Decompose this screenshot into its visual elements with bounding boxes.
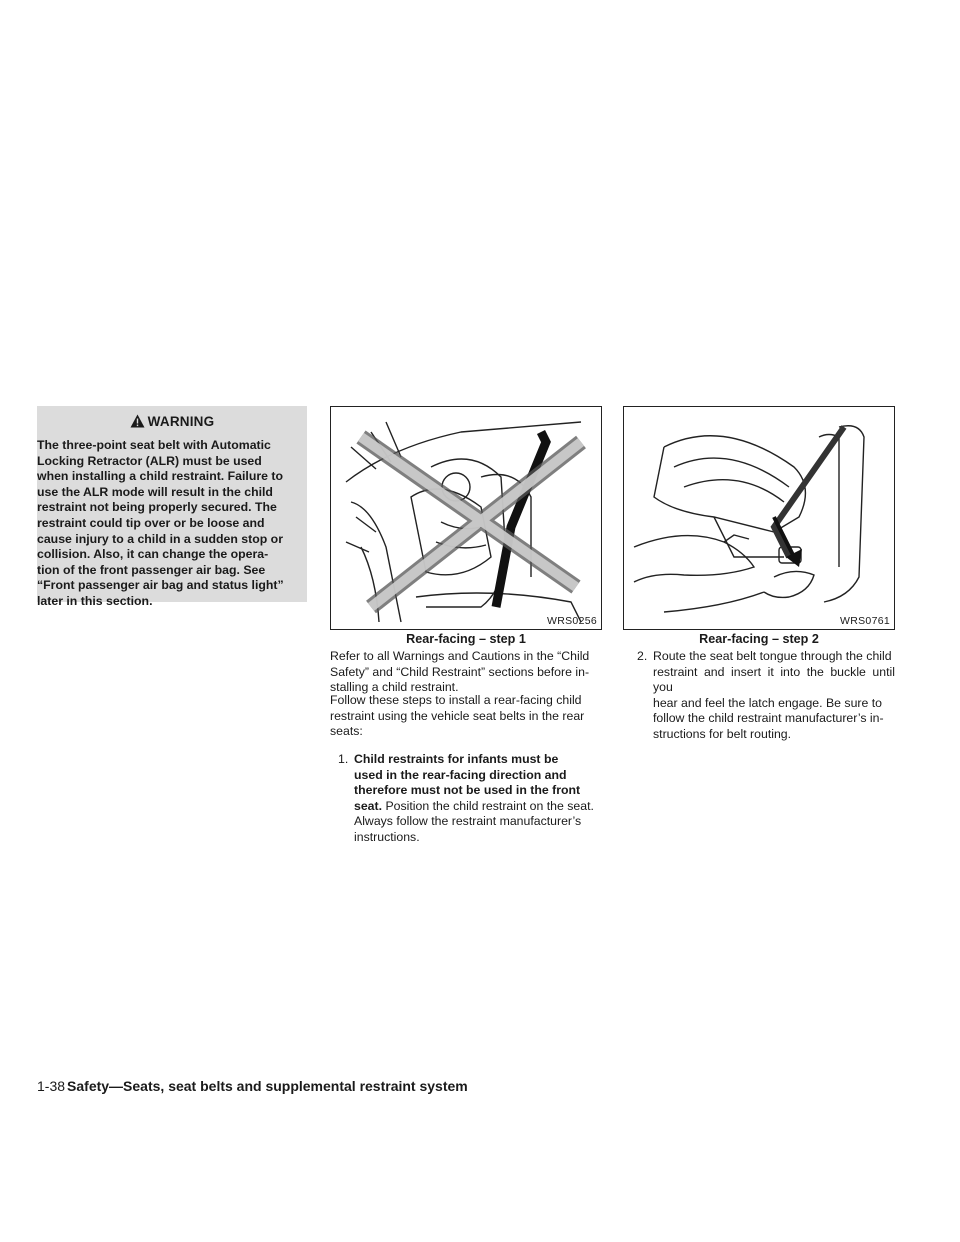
step-1 [330,752,602,844]
figure-caption: Rear-facing – step 1 [406,632,526,646]
illustration-incorrect-front-seat [331,407,601,629]
page-footer [37,1078,468,1094]
figure-code: WRS0761 [840,615,890,627]
step-body [354,752,602,846]
figure-caption: Rear-facing – step 2 [699,632,819,646]
figure-rear-facing-step-1 [330,406,602,630]
figure-code: WRS0256 [547,615,597,627]
step-2 [623,649,895,741]
paragraph-follow: Follow these steps to install a rear-facing child restraint using the vehicle seat belts in the rear seats: [330,693,585,739]
warning-title-text: WARNING [147,414,215,429]
step-text: Position the child restraint on the seat. Always follow the restraint manufacturer’s instructions. [354,798,594,844]
step-number: 2. [637,649,648,663]
warning-triangle-icon [130,414,145,428]
illustration-belt-routing [624,407,894,629]
figure-rear-facing-step-2 [623,406,895,630]
step-text: Route the seat belt tongue through the child restraint and insert it into the buckle until you hear and feel the latch engage. Be sure to follow the child restraint manufacturer’s in- structions for belt routing. [653,649,895,741]
warning-text: The three-point seat belt with Automatic Locking Retractor (ALR) must be used when installing a child restraint. Failure to use the ALR mode will result in the child restraint not being properly secured. The restraint could tip over or be loose and cause injury to a child in a sudden stop or collision. Also, it can change the opera- tion of the front passenger air bag. See “Front passenger air bag and status light” later in this section. [37,438,284,608]
section-title: Safety—Seats, seat belts and supplemental restraint system [67,1078,468,1094]
step-number: 1. [338,752,349,766]
warning-title [37,414,307,429]
page-number: 1-38 [37,1078,66,1094]
step-lead: Child restraints for infants must be used in the rear-facing direction and therefore must not be used in the front seat. [354,752,581,813]
warning-box [37,406,307,608]
paragraph-refer: Refer to all Warnings and Cautions in the “Child Safety” and “Child Restraint” sections before in- stalling a child restraint. [330,649,590,695]
